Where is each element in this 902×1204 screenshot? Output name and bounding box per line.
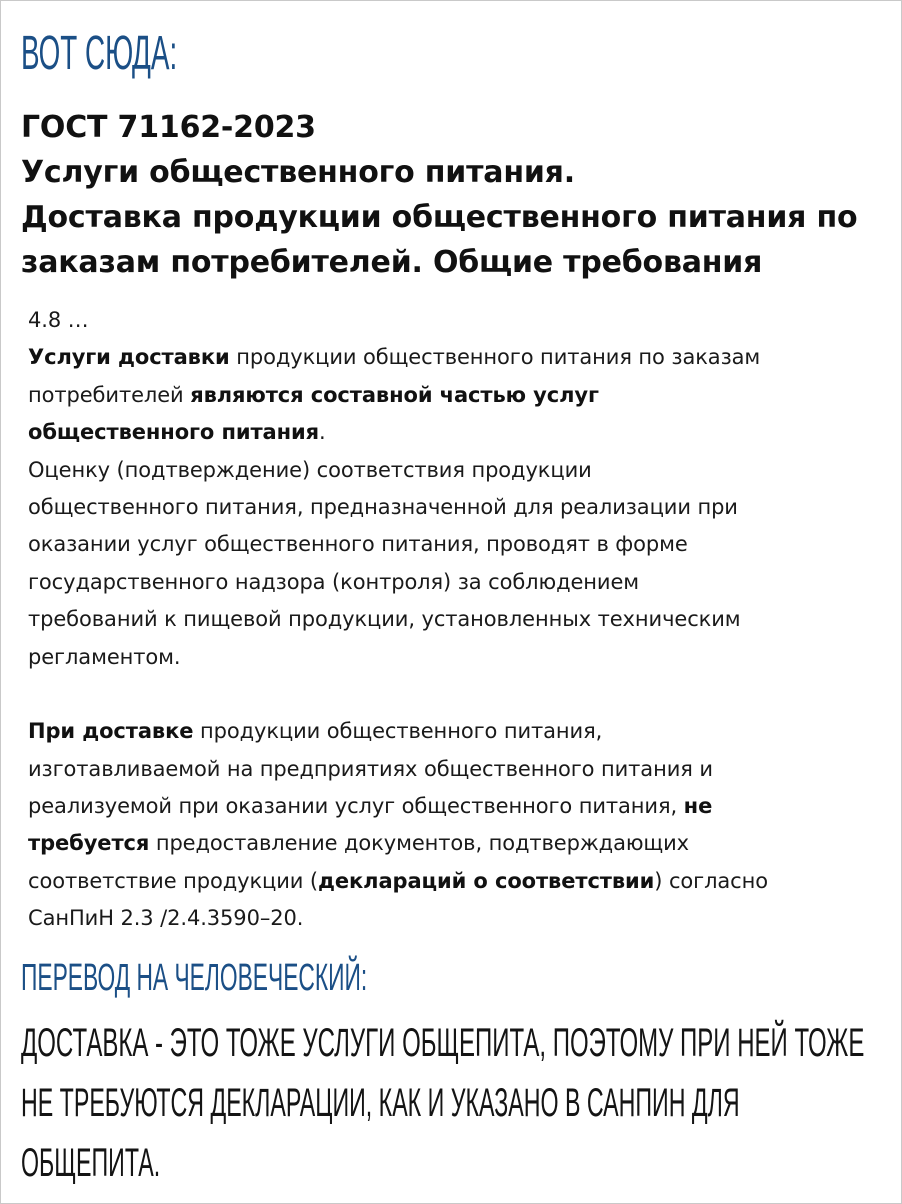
text-run: ) согласно	[654, 868, 769, 893]
text-run: потребителей	[28, 382, 191, 407]
text-run: .	[319, 420, 326, 445]
emphasis: общественного питания	[28, 420, 320, 445]
clause-number: 4.8 …	[28, 308, 89, 332]
emphasis: При доставке	[28, 719, 194, 744]
translation-summary	[21, 1013, 902, 1193]
standard-title-line: Доставка продукции общественного питания по	[21, 200, 858, 235]
summary-line: ДОСТАВКА - ЭТО ТОЖЕ УСЛУГИ ОБЩЕПИТА, ПОЭТОМУ ПРИ НЕЙ ТОЖЕ	[21, 1021, 865, 1065]
paragraph-line	[28, 414, 878, 451]
paragraph-line: изготавливаемой на предприятиях общественного питания и	[28, 756, 713, 781]
summary-line: ОБЩЕПИТА.	[21, 1141, 161, 1185]
emphasis: Услуги доставки	[28, 345, 230, 370]
standard-number: ГОСТ 71162-2023	[21, 110, 316, 145]
paragraph-line: требований к пищевой продукции, установленных техническим	[28, 607, 741, 632]
paragraph-line: регламентом.	[28, 644, 181, 669]
text-run: предоставление документов, подтверждающих	[149, 831, 689, 856]
paragraph-line: оказании услуг общественного питания, проводят в форме	[28, 532, 688, 557]
text-run: соответствие продукции (	[28, 868, 319, 893]
clause-text	[28, 302, 878, 938]
paragraph-line	[28, 377, 878, 414]
paragraph-gap	[28, 676, 878, 713]
paragraph-line: Оценку (подтверждение) соответствия продукции	[28, 457, 592, 482]
standard-title	[21, 105, 857, 285]
text-run: продукции общественного питания,	[193, 719, 603, 744]
standard-title-line: заказам потребителей. Общие требования	[21, 245, 763, 280]
emphasis: деклараций о соответствии	[318, 868, 655, 893]
intro-heading: ВОТ СЮДА:	[21, 27, 178, 80]
emphasis: требуется	[28, 831, 150, 856]
paragraph-line	[28, 339, 878, 376]
text-run: продукции общественного питания по заказам	[229, 345, 761, 370]
translation-heading: ПЕРЕВОД НА ЧЕЛОВЕЧЕСКИЙ:	[21, 957, 368, 999]
paragraph-line: СанПиН 2.3 /2.4.3590–20.	[28, 906, 304, 931]
paragraph-line	[28, 863, 878, 900]
paragraph-line	[28, 788, 878, 825]
paragraph-line	[28, 825, 878, 862]
emphasis: являются составной частью услуг	[190, 382, 599, 407]
paragraph-line: государственного надзора (контроля) за соблюдением	[28, 569, 640, 594]
text-run: реализуемой при оказании услуг общественного питания,	[28, 794, 684, 819]
paragraph-line: общественного питания, предназначенной для реализации при	[28, 494, 738, 519]
standard-title-line: Услуги общественного питания.	[21, 155, 575, 190]
summary-line: НЕ ТРЕБУЮТСЯ ДЕКЛАРАЦИИ, КАК И УКАЗАНО В САНПИН ДЛЯ	[21, 1081, 740, 1125]
paragraph-line	[28, 713, 878, 750]
emphasis: не	[683, 794, 713, 819]
